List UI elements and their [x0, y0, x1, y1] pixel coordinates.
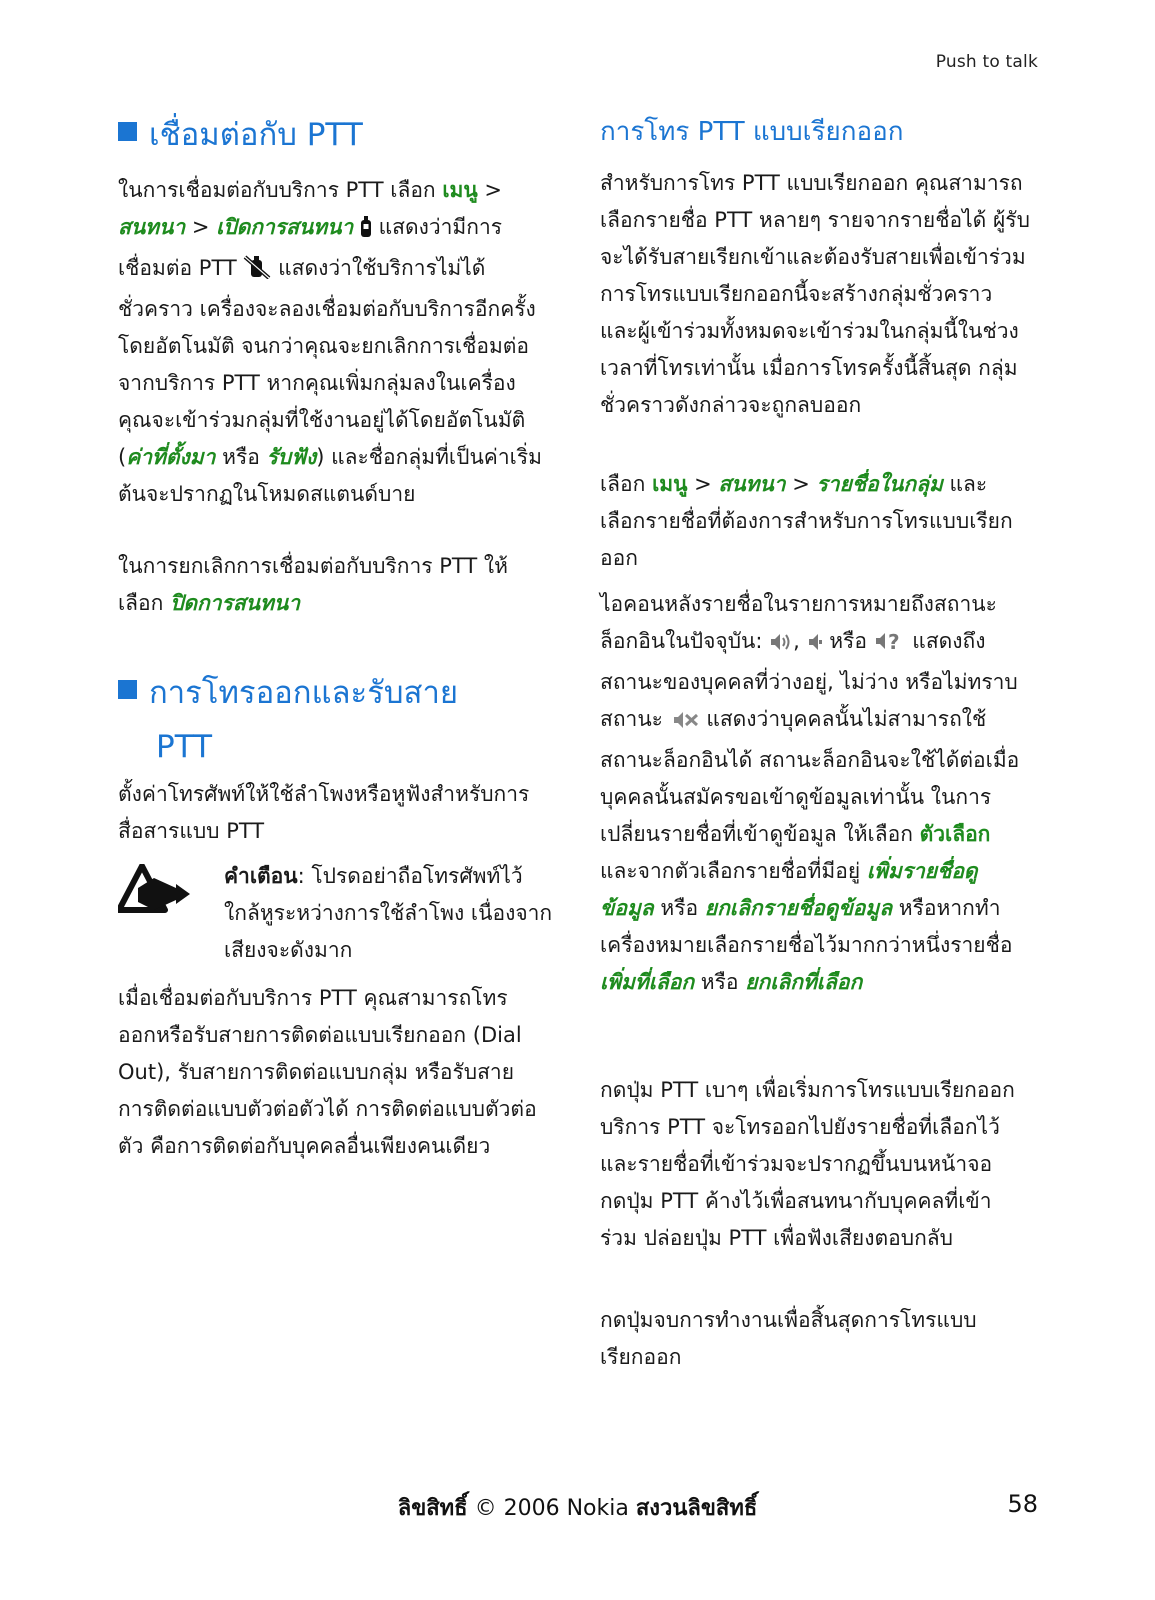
section-bullet-icon [118, 122, 137, 141]
svg-text:?: ? [887, 630, 900, 652]
page-number: 58 [1007, 1490, 1038, 1518]
paragraph-start-call: กดปุ่ม PTT เบาๆ เพื่อเริ่มการโทรแบบเรียกออก บริการ PTT จะโทรออกไปยังรายชื่อที่เลือกไว้ และรายชื่อที่เข้าร่วมจะปรากฏขึ้นบนหน้าจอ กดปุ่ม PTT ค้างไว้เพื่อสนทนากับบุคคลที่เข้าร่วม ปล่อยปุ่ม PTT เพื่อฟังเสียงตอบกลับ [600, 1078, 1015, 1250]
status-unknown-icon [874, 627, 906, 664]
paragraph-speaker-setup: ตั้งค่าโทรศัพท์ให้ใช้ลำโพงหรือหูฟังสำหรับการสื่อสารแบบ PTT [118, 782, 530, 843]
section-title-calls: การโทรออกและรับสาย PTT [118, 668, 538, 772]
ptt-unavailable-icon [243, 254, 271, 291]
section-header: Push to talk [935, 52, 1038, 72]
paragraph-status-icons: ไอคอนหลังรายชื่อในรายการหมายถึงสถานะล็อกอินในปัจจุบัน: , หรือ ? แสดงถึงสถานะของบุคคลที่ว่างอยู่, ไม่ว่าง หรือไม่ทราบสถานะ แสดงว่าบุคคลนั้นไม่สามารถใช้สถานะล็อกอินได้ สถานะล็อกอินจะใช้ได้ต่อเมื่อบุคคลนั้นสมัครขอเข้าดูข้อมูลเท่านั้น ในการเปลี่ยนรายชื่อที่เข้าดูข้อมูล ให้เลือก ตัวเลือก และจากตัวเลือกรายชื่อที่มีอยู่ เพิ่มรายชื่อดูข้อมูล หรือ ยกเลิกรายชื่อดูข้อมูล หรือหากทำเครื่องหมายเลือกรายชื่อไว้มากกว่าหนึ่งรายชื่อ เพิ่มที่เลือก หรือ ยกเลิกที่เลือก [600, 592, 1020, 994]
ptt-connected-icon [360, 213, 372, 250]
copyright-footer: ลิขสิทธิ์ © 2006 Nokia สงวนลิขสิทธิ์ [397, 1496, 758, 1521]
warning-icon [118, 864, 192, 916]
warning-text: คำเตือน: โปรดอย่าถือโทรศัพท์ไว้ใกล้หูระหว่างการใช้ลำโพง เนื่องจากเสียงจะดังมาก [224, 864, 553, 962]
status-available-icon [769, 627, 793, 664]
paragraph-call-types: เมื่อเชื่อมต่อกับบริการ PTT คุณสามารถโทรออกหรือรับสายการติดต่อแบบเรียกออก (Dial Out), รับสายการติดต่อแบบกลุ่ม หรือรับสายการติดต่อแบบตัวต่อตัวได้ การติดต่อแบบตัวต่อตัว คือการติดต่อกับบุคคลอื่นเพียงคนเดียว [118, 986, 537, 1158]
status-busy-icon [807, 627, 823, 664]
paragraph-connect: ในการเชื่อมต่อกับบริการ PTT เลือก เมนู > สนทนา > เปิดการสนทนา แสดงว่ามีการเชื่อมต่อ PTT แสดงว่าใช้บริการไม่ได้ชั่วคราว เครื่องจะลองเชื่อมต่อกับบริการอีกครั้งโดยอัตโนมัติ จนกว่าคุณจะยกเลิกการเชื่อมต่อจากบริการ PTT หากคุณเพิ่มกลุ่มลงในเครื่อง คุณจะเข้าร่วมกลุ่มที่ใช้งานอยู่ได้โดยอัตโนมัติ (ค่าที่ตั้งมา หรือ รับฟัง) และชื่อกลุ่มที่เป็นค่าเริ่มต้นจะปรากฏในโหมดสแตนด์บาย [118, 178, 542, 506]
paragraph-disconnect: ในการยกเลิกการเชื่อมต่อกับบริการ PTT ให้เลือก ปิดการสนทนา [118, 554, 508, 615]
section-bullet-icon [118, 680, 137, 699]
subsection-title-dialout: การโทร PTT แบบเรียกออก [600, 117, 904, 147]
paragraph-select-contacts: เลือก เมนู > สนทนา > รายชื่อในกลุ่ม และเลือกรายชื่อที่ต้องการสำหรับการโทรแบบเรียกออก [600, 472, 1013, 570]
paragraph-end-call: กดปุ่มจบการทำงานเพื่อสิ้นสุดการโทรแบบเรียกออก [600, 1308, 977, 1369]
section-title-connect: เชื่อมต่อกับ PTT [118, 110, 538, 160]
paragraph-dialout-intro: สำหรับการโทร PTT แบบเรียกออก คุณสามารถเลือกรายชื่อ PTT หลายๆ รายจากรายชื่อได้ ผู้รับจะได้รับสายเรียกเข้าและต้องรับสายเพื่อเข้าร่วม การโทรแบบเรียกออกนี้จะสร้างกลุ่มชั่วคราว และผู้เข้าร่วมทั้งหมดจะเข้าร่วมในกลุ่มนี้ในช่วงเวลาที่โทรเท่านั้น เมื่อการโทรครั้งนี้สิ้นสุด กลุ่มชั่วคราวดังกล่าวจะถูกลบออก [600, 171, 1030, 417]
status-not-available-icon [670, 705, 700, 742]
